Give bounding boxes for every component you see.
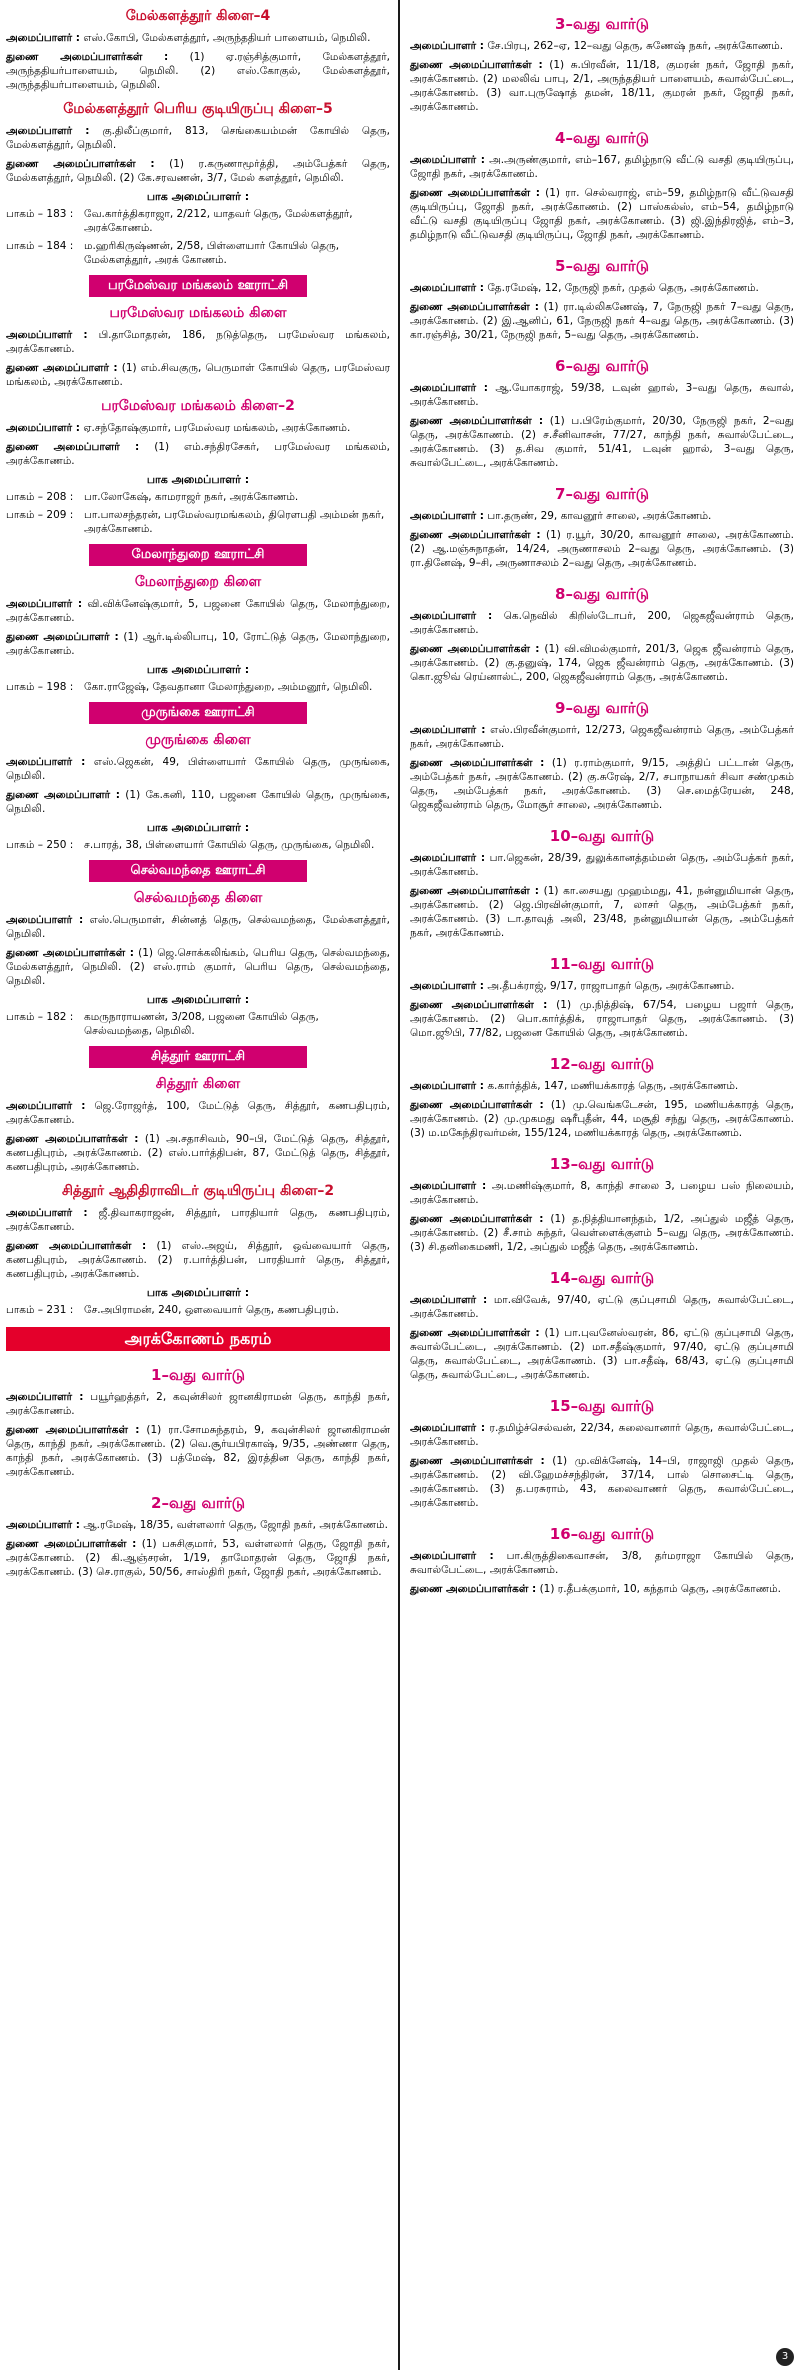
role-label: துணை அமைப்பாளர்கள் : — [410, 187, 540, 199]
booth-organiser-heading: பாக அமைப்பாளர் : — [146, 1286, 250, 1299]
booth-organiser-details: கோ.ராஜேஷ், தேவதானா மேலாந்துறை, அம்மனூர், நெமிலி. — [84, 681, 373, 693]
booth-organiser-details: பா.லோகேஷ், காமராஜர் நகர், அரக்கோணம். — [84, 491, 299, 503]
booth-entry — [6, 207, 390, 235]
organiser-details: (1) த.நித்தியானந்தம், 1/2, அப்துல் மஜீத் தெரு, அரக்கோணம். (2) சீ.சாம் சுந்தர், வெள்ளைக்குளம் 5–வது தெரு, அரக்கோணம். (3) சி.தனிகைமணி, 1/2, அப்துல் மஜீத் தெரு, அரக்கோணம். — [410, 1213, 794, 1253]
organiser-entry — [6, 31, 390, 45]
branch-heading: மேல்களத்தூர் பெரிய குடியிருப்பு கிளை–5 — [63, 101, 333, 117]
booth-organiser-details: ம.ஹரிகிருஷ்ணன், 2/58, பிள்ளையார் கோயில் தெரு, மேல்களத்தூர், அரக் கோணம். — [84, 240, 340, 266]
organiser-details: கு.திலீப்குமார், 813, செங்கையம்மன் கோயில் தெரு, மேல்களத்தூர், நெமிலி. — [6, 125, 390, 151]
organiser-details: (1) ரா.சோமசுந்தரம், 9, கவுன்சிலர் ஜானகிராமன் தெரு, காந்தி நகர், அரக்கோணம். (2) வெ.சூர்யபிரகாஷ், 9/35, அண்ணா தெரு, காந்தி நகர், அரக்கோணம். (3) பத்மேஷ், 82, இரத்தின தெரு, காந்தி நகர், அரக்கோணம். — [6, 1424, 390, 1478]
ward-heading: 1–வது வார்டு — [151, 1366, 245, 1384]
organiser-entry — [6, 1099, 390, 1127]
booth-organiser-heading: பாக அமைப்பாளர் : — [146, 473, 250, 486]
organiser-details: (1) ர.ராம்குமார், 9/15, அத்திப் பட்டான் தெரு, அம்பேத்கர் நகர், அரக்கோணம். (2) கு.சுரேஷ், 2/7, சபாநாயகர் சிவா சண்முகம் தெரு, அம்பேத்கர் நகர், அரக்கோணம். (3) செ.மைத்ரேயன், 248, ஜெகஜீவன்ராம் தெரு, மோசூர் சாலை, அரக்கோணம். — [410, 757, 795, 811]
organiser-details: (1) ரா. செல்வராஜ், எம்–59, தமிழ்நாடு வீட்டுவசதி குடியிருப்பு, ஜோதி நகர், அரக்கோணம். (2) பாஸ்கல்ஸ், எம்–54, தமிழ்நாடு வீட்டு வசதி குடியிருப்பு ஜோதி நகர், அரக்கோணம். (3) ஜி.இந்திரஜித், எம்–3, தமிழ்நாடு வீட்டுவசதி குடியிருப்பு, ஜோதி நகர், அரக்கோணம். — [410, 187, 794, 241]
booth-organiser-details: சே.அபிராமன், 240, ஔவையார் தெரு, கணபதிபுரம். — [84, 1304, 339, 1316]
role-label: அமைப்பாளர் : — [410, 1180, 487, 1192]
booth-number: பாகம் – 182 : — [6, 1011, 74, 1023]
organiser-entry — [410, 1212, 794, 1254]
page-number-badge: 3 — [776, 2348, 794, 2366]
organiser-details: (1) ர.யூர், 30/20, காவனூர் சாலை, அரக்கோணம். (2) ஆ.மஞ்சுநாதன், 14/24, அருணாசலம் 2–வது தெரு, அரக்கோணம். (3) ரா.தினேஷ், 9–சி, அருணாசலம் 2–வது தெரு, அரக்கோணம். — [410, 529, 794, 569]
role-label: துணை அமைப்பாளர்கள் : — [6, 51, 169, 63]
organiser-details: பா.ஜெகன், 28/39, துலுக்கானத்தம்மன் தெரு, அம்பேத்கர் நகர், அரக்கோணம். — [410, 852, 795, 878]
role-label: அமைப்பாளர் : — [410, 1080, 484, 1092]
ward-heading: 5–வது வார்டு — [555, 257, 649, 275]
organiser-details: (1) எம்.சந்திரசேகர், பரமேஸ்வர மங்கலம், அரக்கோணம். — [6, 441, 390, 467]
organiser-entry — [6, 1132, 390, 1174]
organiser-entry — [410, 1454, 794, 1510]
organiser-details: ஜெ.ரோஜர்த், 100, மேட்டுத் தெரு, சித்தூர், கணபதிபுரம், அரக்கோணம். — [6, 1100, 391, 1126]
left-column — [4, 0, 392, 2370]
organiser-details: எஸ்.பிரவீன்குமார், 12/273, ஜெகஜீவன்ராம் தெரு, அம்பேத்கர் நகர், அரக்கோணம். — [410, 724, 794, 750]
organiser-entry — [6, 157, 390, 185]
organiser-details: (1) எஸ்.அஜய், சித்தூர், ஒவ்வையார் தெரு, கணபதிபுரம், அரக்கோணம். (2) ர.பார்த்திபன், பாரதியார் தெரு, சித்தூர், கணபதிபுரம், அரக்கோணம். — [6, 1240, 390, 1280]
role-label: துணை அமைப்பாளர்கள் : — [410, 529, 541, 541]
role-label: அமைப்பாளர் : — [410, 724, 486, 736]
role-label: அமைப்பாளர் : — [6, 32, 80, 44]
role-label: துணை அமைப்பாளர்கள் : — [410, 1583, 537, 1595]
booth-organiser-details: ச.பாரத், 38, பிள்ளையார் கோயில் தெரு, முருங்கை, நெமிலி. — [84, 839, 375, 851]
branch-heading: மேலாந்துறை கிளை — [134, 574, 262, 590]
role-label: அமைப்பாளர் : — [410, 1422, 486, 1434]
organiser-entry — [6, 1423, 390, 1479]
role-label: அமைப்பாளர் : — [6, 1391, 84, 1403]
town-banner: அரக்கோணம் நகரம் — [6, 1327, 390, 1351]
ward-heading: 15–வது வார்டு — [549, 1397, 655, 1415]
role-label: அமைப்பாளர் : — [6, 756, 86, 768]
booth-organiser-details: வே.கார்த்திகராஜா, 2/212, யாதவர் தெரு, மேல்களத்தூர், அரக்கோணம். — [84, 208, 353, 234]
organiser-details: ஏ.சந்தோஷ்குமார், பரமேஸ்வர மங்கலம், அரக்கோணம். — [83, 422, 351, 434]
organiser-entry — [6, 946, 390, 988]
organiser-entry — [410, 1079, 794, 1093]
panchayat-banner: முருங்கை ஊராட்சி — [89, 702, 307, 724]
organiser-details: அ.தீபக்ராஜ், 9/17, ராஜாபாதர் தெரு, அரக்கோணம். — [487, 980, 735, 992]
organiser-details: (1) எம்.சிவகுரு, பெருமாள் கோயில் தெரு, பரமேஸ்வர மங்கலம், அரக்கோணம். — [6, 362, 390, 388]
organiser-details: (1) ப.பிரேம்குமார், 20/30, நேருஜி நகர், 2–வது தெரு, அரக்கோணம். (2) ச.சீனிவாசன், 77/27, காந்தி நகர், சுவால்பேட்டை, அரக்கோணம். (3) த.சிவ குமார், 51/41, டவுன் ஹால், 3–வது தெரு, சுவால்பேட்டை, அரக்கோணம். — [410, 415, 795, 469]
role-label: துணை அமைப்பாளர்கள் : — [410, 885, 539, 897]
booth-number: பாகம் – 231 : — [6, 1304, 74, 1316]
organiser-entry — [6, 361, 390, 389]
branch-heading: பரமேஸ்வர மங்கலம் கிளை — [109, 305, 287, 321]
role-label: துணை அமைப்பாளர் : — [6, 631, 119, 643]
role-label: துணை அமைப்பாளர்கள் : — [410, 1327, 540, 1339]
right-column — [408, 0, 796, 2370]
branch-heading: சித்தூர் ஆதிதிராவிடர் குடியிருப்பு கிளை–2 — [61, 1183, 335, 1199]
ward-heading: 16–வது வார்டு — [549, 1525, 655, 1543]
role-label: அமைப்பாளர் : — [6, 598, 83, 610]
role-label: துணை அமைப்பாளர்கள் : — [410, 999, 548, 1011]
role-label: துணை அமைப்பாளர்கள் : — [410, 301, 539, 313]
organiser-details: (1) ர.தீபக்குமார், 10, கந்தாம் தெரு, அரக்கோணம். — [539, 1583, 781, 1595]
booth-organiser-heading: பாக அமைப்பாளர் : — [146, 190, 250, 203]
organiser-entry — [6, 328, 390, 356]
role-label: துணை அமைப்பாளர்கள் : — [410, 1213, 544, 1225]
organiser-details: பி.தாமோதரன், 186, நடுத்தெரு, பரமேஸ்வர மங்கலம், அரக்கோணம். — [6, 329, 390, 355]
booth-number: பாகம் – 183 : — [6, 208, 74, 220]
booth-organiser-details: பா.பாலசந்தரன், பரமேஸ்வரமங்கலம், திரௌபதி அம்மன் நகர், அரக்கோணம். — [84, 509, 385, 535]
organiser-details: (1) ர.கருணாமூர்த்தி, அம்பேத்கர் தெரு, மேல்களத்தூர், நெமிலி. (2) கே.சரவணன், 3/7, மேல் களத்தூர், நெமிலி. — [6, 158, 390, 184]
role-label: துணை அமைப்பாளர்கள் : — [6, 947, 134, 959]
booth-number: பாகம் – 209 : — [6, 509, 74, 521]
organiser-entry — [410, 528, 794, 570]
organiser-entry — [410, 642, 794, 684]
organiser-details: பயூர்ஹத்தர், 2, கவுன்சிலர் ஜானகிராமன் தெரு, காந்தி நகர், அரக்கோணம். — [6, 1391, 391, 1417]
organiser-entry — [6, 1390, 390, 1418]
organiser-entry — [6, 597, 390, 625]
role-label: துணை அமைப்பாளர்கள் : — [410, 643, 540, 655]
organiser-entry — [410, 756, 794, 812]
organiser-entry — [6, 630, 390, 658]
organiser-entry — [410, 998, 794, 1040]
organiser-details: (1) ஆர்.டில்லிபாபு, 10, ரோட்டுத் தெரு, மேலாந்துறை, அரக்கோணம். — [6, 631, 390, 657]
organiser-entry — [410, 1549, 794, 1577]
panchayat-banner: செல்வமந்தை ஊராட்சி — [89, 860, 307, 882]
booth-organiser-heading: பாக அமைப்பாளர் : — [146, 821, 250, 834]
ward-heading: 4–வது வார்டு — [555, 129, 649, 147]
organiser-details: சே.பிரபு, 262–ஏ, 12–வது தெரு, சுணேஷ் நகர், அரக்கோணம். — [487, 40, 784, 52]
organiser-entry — [410, 281, 794, 295]
panchayat-banner: பரமேஸ்வர மங்கலம் ஊராட்சி — [89, 275, 307, 297]
booth-entry — [6, 1303, 390, 1317]
panchayat-banner: சித்தூர் ஊராட்சி — [89, 1046, 307, 1068]
ward-heading: 12–வது வார்டு — [549, 1055, 655, 1073]
role-label: அமைப்பாளர் : — [410, 980, 484, 992]
ward-heading: 14–வது வார்டு — [549, 1269, 655, 1287]
organiser-details: க.கார்த்திக், 147, மணியக்காரத் தெரு, அரக்கோணம். — [487, 1080, 739, 1092]
role-label: அமைப்பாளர் : — [6, 329, 88, 341]
role-label: அமைப்பாளர் : — [410, 852, 486, 864]
organiser-entry — [410, 1179, 794, 1207]
organiser-entry — [410, 39, 794, 53]
organiser-entry — [410, 979, 794, 993]
role-label: அமைப்பாளர் : — [6, 1100, 86, 1112]
ward-heading: 9–வது வார்டு — [555, 699, 649, 717]
organiser-details: ஆ.யோகராஜ், 59/38, டவுன் ஹால், 3–வது தெரு, சுவால், அரக்கோணம். — [410, 382, 794, 408]
role-label: துணை அமைப்பாளர்கள் : — [6, 158, 155, 170]
organiser-details: எஸ்.பெருமாள், சின்னத் தெரு, செல்வமந்தை, மேல்களத்தூர், நெமிலி. — [6, 914, 390, 940]
organiser-details: பா.தருண், 29, காவனூர் சாலை, அரக்கோணம். — [487, 510, 712, 522]
organiser-details: அ.மணிஷ்குமார், 8, காந்தி சாலை 3, பழைய பஸ் நிலையம், அரக்கோணம். — [410, 1180, 794, 1206]
booth-entry — [6, 508, 390, 536]
organiser-details: (1) ஜெ.சொக்கலிங்கம், பெரிய தெரு, செல்வமந்தை, மேல்களத்தூர், நெமிலி. (2) எஸ்.ராம் குமார், பெரிய தெரு, செல்வமந்தை, நெமிலி. — [6, 947, 391, 987]
organiser-entry — [410, 509, 794, 523]
organiser-entry — [410, 723, 794, 751]
organiser-details: தே.ரமேஷ், 12, நேருஜி நகர், முதல் தெரு, அரக்கோணம். — [487, 282, 759, 294]
booth-number: பாகம் – 184 : — [6, 240, 74, 252]
organiser-details: (1) கா.சையது முஹம்மது, 41, நன்னுமியான் தெரு, அரக்கோணம். (2) ஜெ.பிரவின்குமார், 7, லாசர் தெரு, அம்பேத்கர் நகர், அரக்கோணம். (3) டா.தாவுத் அலி, 23/48, நன்னுமியான் தெரு, அம்பேத்கர் நகர், அரக்கோணம். — [410, 885, 795, 939]
organiser-entry — [410, 1421, 794, 1449]
organiser-entry — [6, 1537, 390, 1579]
role-label: துணை அமைப்பாளர்கள் : — [410, 59, 543, 71]
branch-heading: முருங்கை கிளை — [145, 732, 251, 748]
organiser-entry — [6, 50, 390, 92]
role-label: துணை அமைப்பாளர்கள் : — [6, 1424, 140, 1436]
role-label: துணை அமைப்பாளர்கள் : — [410, 415, 544, 427]
role-label: துணை அமைப்பாளர் : — [6, 362, 118, 374]
organiser-details: மா.விவேக், 97/40, ஏட்டு குப்புசாமி தெரு, சுவால்பேட்டை, அரக்கோணம். — [410, 1294, 794, 1320]
organiser-details: கெ.நெவில் கிறிஸ்டோபர், 200, ஜெகஜீவன்ராம் தெரு, அரக்கோணம். — [410, 610, 794, 636]
booth-organiser-details: கமருநாராயணன், 3/208, பஜனை கோயில் தெரு, செல்வமந்தை, நெமிலி. — [84, 1011, 319, 1037]
organiser-details: (1) வி.விமல்குமார், 201/3, ஜெக ஜீவன்ராம் தெரு, அரக்கோணம். (2) கு.தனுஷ், 174, ஜெக ஜீவன்ராம் தெரு, அரக்கோணம். (3) கொ.ஜூவ் ரெய்னால்ட், 200, ஜெகஜீவன்ராம் தெரு, அரக்கோணம். — [410, 643, 794, 683]
ward-heading: 2–வது வார்டு — [151, 1494, 245, 1512]
booth-entry — [6, 680, 390, 694]
role-label: அமைப்பாளர் : — [410, 510, 484, 522]
organiser-entry — [410, 58, 794, 114]
role-label: துணை அமைப்பாளர்கள் : — [6, 1240, 147, 1252]
organiser-entry — [410, 414, 794, 470]
role-label: அமைப்பாளர் : — [6, 1519, 80, 1531]
organiser-entry — [6, 1518, 390, 1532]
role-label: துணை அமைப்பாளர்கள் : — [6, 1538, 137, 1550]
ward-heading: 6–வது வார்டு — [555, 357, 649, 375]
organiser-entry — [410, 884, 794, 940]
role-label: அமைப்பாளர் : — [410, 1294, 488, 1306]
booth-organiser-heading: பாக அமைப்பாளர் : — [146, 993, 250, 1006]
organiser-details: (1) பா.புவனேஸ்வரன், 86, ஏட்டு குப்புசாமி தெரு, சுவால்பேட்டை, அரக்கோணம். (2) மா.சதீஷ்குமார், 97/40, ஏட்டு குப்புசாமி தெரு, சுவால்பேட்டை, அரக்கோணம். (3) பா.சதீஷ், 68/43, ஏட்டு குப்புசாமி தெரு, சுவால்பேட்டை, அரக்கோணம். — [410, 1327, 795, 1381]
organiser-details: (1) பசுசிகுமார், 53, வள்ளலார் தெரு, ஜோதி நகர், அரக்கோணம். (2) கி.ஆஞ்சரன், 1/19, தாமோதரன் தெரு, ஜோதி நகர், அரக்கோணம். (3) செ.ராகுல், 50/56, சாஸ்திரி நகர், ஜோதி நகர், அரக்கோணம். — [6, 1538, 390, 1578]
organiser-entry — [6, 755, 390, 783]
organiser-entry — [410, 186, 794, 242]
organiser-details: (1) ஏ.ரஞ்சித்குமார், மேல்களத்தூர், அருந்ததியர்பாளையம், நெமிலி. (2) எஸ்.கோகுல், மேல்களத்தூர், அருந்ததியர்பாளையம், நெமிலி. — [6, 51, 391, 91]
role-label: அமைப்பாளர் : — [410, 282, 484, 294]
branch-heading: பரமேஸ்வர மங்கலம் கிளை–2 — [101, 398, 295, 414]
branch-heading: சித்தூர் கிளை — [155, 1076, 241, 1092]
organiser-entry — [6, 421, 390, 435]
organiser-details: (1) மு.வெங்கடேசன், 195, மணியக்காரத் தெரு, அரக்கோணம். (2) மு.முகமது ஷரீபுதீன், 44, மசூதி சந்து தெரு, அரக்கோணம். (3) ம.மகேந்திரவர்மன், 155/124, மணியக்காரத் தெரு, அரக்கோணம். — [410, 1099, 794, 1139]
organiser-entry — [410, 609, 794, 637]
ward-heading: 7–வது வார்டு — [555, 485, 649, 503]
booth-organiser-heading: பாக அமைப்பாளர் : — [146, 663, 250, 676]
booth-number: பாகம் – 198 : — [6, 681, 74, 693]
organiser-entry — [6, 913, 390, 941]
organiser-details: (1) மு.நித்திஷ், 67/54, பழைய பஜார் தெரு, அரக்கோணம். (2) பொ.கார்த்திக், ராஜாபாதர் தெரு, அரக்கோணம். (3) மொ.ஜூபி, 77/82, பஜனை கோயில் தெரு, அரக்கோணம். — [410, 999, 795, 1039]
booth-entry — [6, 1010, 390, 1038]
organiser-details: பா.கிருத்திகைவாசன், 3/8, தர்மராஜா கோயில் தெரு, சுவால்பேட்டை, அரக்கோணம். — [410, 1550, 795, 1576]
organiser-details: ஆ.ரமேஷ், 18/35, வள்ளலார் தெரு, ஜோதி நகர், அரக்கோணம். — [83, 1519, 388, 1531]
role-label: அமைப்பாளர் : — [410, 154, 485, 166]
panchayat-banner: மேலாந்துறை ஊராட்சி — [89, 544, 307, 566]
role-label: துணை அமைப்பாளர்கள் : — [410, 1099, 544, 1111]
ward-heading: 3–வது வார்டு — [555, 15, 649, 33]
booth-number: பாகம் – 250 : — [6, 839, 74, 851]
booth-entry — [6, 239, 390, 267]
role-label: துணை அமைப்பாளர் : — [6, 441, 140, 453]
role-label: துணை அமைப்பாளர்கள் : — [6, 1133, 139, 1145]
organiser-details: (1) சு.பிரவீன், 11/18, குமரன் நகர், ஜோதி நகர், அரக்கோணம். (2) மலலிவ் பாபு, 2/1, அருந்ததியர் பாளையம், சுவால்பேட்டை, அரக்கோணம். (3) வா.புருஷோத் தமன், 18/11, குமரன் நகர், ஜோதி நகர், அரக்கோணம். — [410, 59, 794, 113]
organiser-details: வி.விக்னேஷ்குமார், 5, பஜனை கோயில் தெரு, மேலாந்துறை, அரக்கோணம். — [6, 598, 390, 624]
booth-number: பாகம் – 208 : — [6, 491, 74, 503]
ward-heading: 10–வது வார்டு — [549, 827, 655, 845]
role-label: துணை அமைப்பாளர் : — [6, 789, 120, 801]
branch-heading: செல்வமந்தை கிளை — [133, 890, 263, 906]
role-label: அமைப்பாளர் : — [6, 125, 90, 137]
organiser-entry — [6, 1206, 390, 1234]
organiser-details: (1) ரா.டில்லிகணேஷ், 7, நேருஜி நகர் 7–வது தெரு, அரக்கோணம். (2) இ.ஆனிப், 61, நேருஜி நகர் 4–வது தெரு, அரக்கோணம். (3) கா.ரஞ்சித், 30/21, நேருஜி நகர், 5–வது தெரு, அரக்கோணம். — [410, 301, 794, 341]
branch-heading: மேல்களத்தூர் கிளை–4 — [125, 8, 271, 24]
role-label: அமைப்பாளர் : — [410, 382, 489, 394]
organiser-details: எஸ்.ஜெகன், 49, பிள்ளையார் கோயில் தெரு, முருங்கை, நெமிலி. — [6, 756, 391, 782]
organiser-entry — [410, 1293, 794, 1321]
organiser-entry — [410, 851, 794, 879]
organiser-entry — [410, 1098, 794, 1140]
role-label: அமைப்பாளர் : — [6, 422, 80, 434]
booth-entry — [6, 490, 390, 504]
organiser-entry — [6, 440, 390, 468]
organiser-entry — [410, 1582, 794, 1596]
organiser-entry — [6, 1239, 390, 1281]
organiser-details: எஸ்.கோபி, மேல்களத்தூர், அருந்ததியர் பாளையம், நெமிலி. — [83, 32, 371, 44]
organiser-entry — [410, 300, 794, 342]
booth-entry — [6, 838, 390, 852]
role-label: அமைப்பாளர் : — [410, 610, 493, 622]
organiser-details: (1) கே.கனி, 110, பஜனை கோயில் தெரு, முருங்கை, நெமிலி. — [6, 789, 390, 815]
role-label: துணை அமைப்பாளர்கள் : — [410, 1455, 545, 1467]
organiser-entry — [6, 788, 390, 816]
organiser-details: ஜீ.திவாகராஜன், சித்தூர், பாரதியார் தெரு, கணபதிபுரம், அரக்கோணம். — [6, 1207, 391, 1233]
organiser-entry — [410, 1326, 794, 1382]
organiser-entry — [410, 381, 794, 409]
role-label: அமைப்பாளர் : — [410, 40, 484, 52]
role-label: அமைப்பாளர் : — [6, 1207, 88, 1219]
ward-heading: 8–வது வார்டு — [555, 585, 649, 603]
role-label: அமைப்பாளர் : — [6, 914, 84, 926]
column-divider — [398, 0, 400, 2370]
organiser-details: (1) அ.சதாசிவம், 90–பி, மேட்டுத் தெரு, சித்தூர், கணபதிபுரம், அரக்கோணம். (2) எஸ்.பார்த்திபன், 87, மேட்டுத் தெரு, சித்தூர், கணபதிபுரம், அரக்கோணம். — [6, 1133, 390, 1173]
organiser-entry — [410, 153, 794, 181]
organiser-entry — [6, 124, 390, 152]
role-label: அமைப்பாளர் : — [410, 1550, 494, 1562]
ward-heading: 11–வது வார்டு — [549, 955, 655, 973]
organiser-details: (1) மு.விக்னேஷ், 14–பி, ராஜாஜி முதல் தெரு, அரக்கோணம். (2) வி.ஹேமச்சந்திரன், 37/14, பால் சொசைட்டி தெரு, அரக்கோணம். (3) த.பரசுராம், 43, கலைவாணர் தெரு, சுவால்பேட்டை, அரக்கோணம். — [410, 1455, 795, 1509]
ward-heading: 13–வது வார்டு — [549, 1155, 655, 1173]
role-label: துணை அமைப்பாளர்கள் : — [410, 757, 545, 769]
organiser-details: ர.தமிழ்ச்செல்வன், 22/34, சுலைவானார் தெரு, சுவால்பேட்டை, அரக்கோணம். — [410, 1422, 795, 1448]
organiser-details: அ.அருண்குமார், எம்–167, தமிழ்நாடு வீட்டு வசதி குடியிருப்பு, ஜோதி நகர், அரக்கோணம். — [410, 154, 794, 180]
